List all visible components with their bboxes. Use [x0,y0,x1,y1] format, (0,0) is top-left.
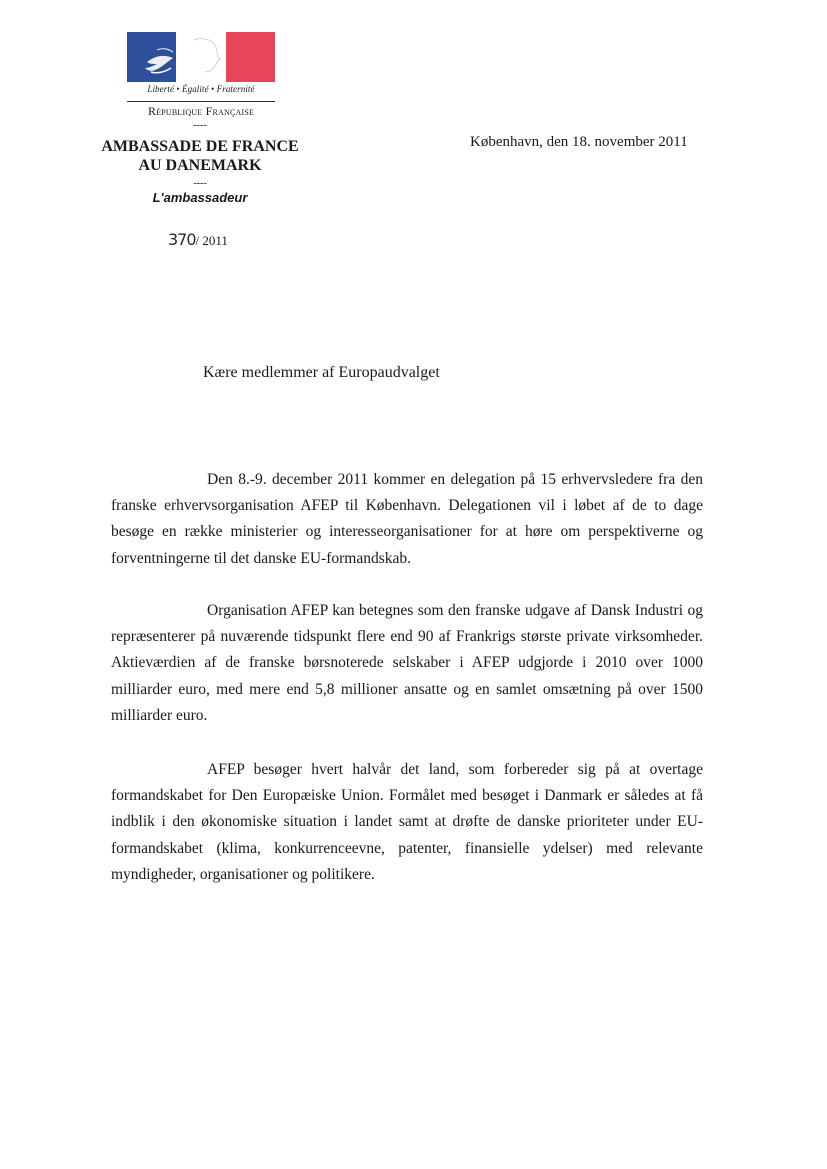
reference-suffix: / 2011 [195,233,228,248]
header-separator: ---- [193,120,207,131]
republic-name: République Française [147,104,255,118]
reference-number [168,230,228,249]
place-and-date: København, den 18. november 2011 [470,134,688,150]
marianne-logo [127,32,275,82]
body-paragraph-1: Den 8.-9. december 2011 kommer en delegation på 15 erhvervsledere fra den franske erhvervsorganisation AFEP til København. Delegationen vil i løbet af de to dage besøge en række ministerier og interesseorganisationer for at høre om perspektiverne og forventningerne til det danske EU-formandskab. [111,471,703,567]
embassy-line-2: AU DANEMARK [138,157,262,174]
header-separator-2: ---- [193,178,207,189]
marianne-profile-icon [127,32,275,82]
embassy-line-1: AMBASSADE DE FRANCE [101,138,299,155]
motto-underline [127,101,275,102]
salutation: Kære medlemmer af Europaudvalget [203,364,440,381]
ambassador-title: L'ambassadeur [152,190,248,205]
embassy-name [80,137,320,175]
body-paragraph-2: Organisation AFEP kan betegnes som den franske udgave af Dansk Industri og repræsenterer på nuværende tidspunkt flere end 90 af Frankrigs største private virksomheder. Aktieværdien af de franske børsnoterede selskaber i AFEP udgjorde i 2010 over 1000 milliarder euro, med mere end 5,8 millioner ansatte og en samlet omsætning på over 1500 milliarder euro. [111,602,703,724]
body-paragraph-3: AFEP besøger hvert halvår det land, som forbereder sig på at overtage formandskabet for Den Europæiske Union. Formålet med besøget i Danmark er således at få indblik i den økonomiske situation i landet samt at drøfte de danske prioriteter under EU-formandskabet (klima, konkurrenceevne, patenter, finansielle ydelser) med relevante myndigheder, organisationer og politikere. [111,761,703,883]
republic-motto: Liberté • Égalité • Fraternité [147,84,255,94]
reference-handwritten: 370 [168,230,196,249]
